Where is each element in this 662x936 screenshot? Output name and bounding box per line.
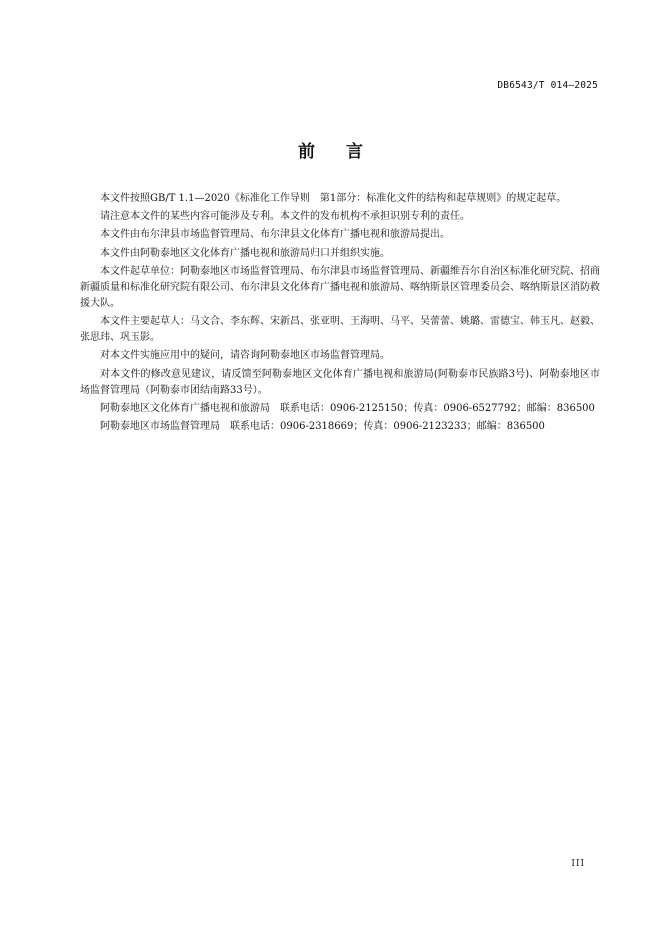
- title-char-2: 言: [346, 142, 364, 162]
- paragraph-contact-market-bureau: 阿勒泰地区市场监督管理局 联系电话：0906-2318669；传真：0906-2123233；邮编：836500: [100, 421, 545, 433]
- paragraph-standard-basis: 本文件按照GB/T 1.1—2020《标准化工作导则 第1部分：标准化文件的结构和起草规则》的规定起草。: [100, 193, 567, 204]
- paragraph-contact-culture-bureau: 阿勒泰地区文化体育广播电视和旅游局 联系电话：0906-2125150；传真：0906-6527792；邮编：836500: [100, 402, 595, 414]
- paragraph-proposer: 本文件由布尔津县市场监督管理局、布尔津县文化体育广播电视和旅游局提出。: [100, 229, 450, 241]
- document-id: DB6543/T 014—2025: [497, 80, 598, 91]
- paragraph-patent-notice: 请注意本文件的某些内容可能涉及专利。本文件的发布机构不承担识别专利的责任。: [100, 211, 470, 223]
- page-number: III: [571, 859, 585, 869]
- paragraph-drafters: 本文件主要起草人：马文合、李东辉、宋新昌、张亚明、王海明、马平、吴蕾蕾、姚璐、雷德宝、韩玉凡、赵毅、张思玮、巩玉影。: [80, 316, 600, 344]
- title-char-1: 前: [298, 142, 316, 162]
- page-title: [0, 137, 662, 162]
- paragraph-feedback: 对本文件的修改意见建议，请反馈至阿勒泰地区文化体育广播电视和旅游局(阿勒泰市民族路3号)、阿勒泰地区市场监督管理局（阿勒泰市团结南路33号）。: [80, 368, 600, 396]
- paragraph-administrator: 本文件由阿勒泰地区文化体育广播电视和旅游局归口并组织实施。: [100, 247, 390, 259]
- paragraph-drafting-units: 本文件起草单位：阿勒泰地区市场监督管理局、布尔津县市场监督管理局、新疆维吾尔自治区标准化研究院、招商新疆质量和标准化研究院有限公司、布尔津县文化体育广播电视和旅游局、喀纳斯景区管理委员会、喀纳斯景区消防救援大队。: [80, 265, 600, 309]
- foreword-body: [80, 191, 600, 437]
- paragraph-inquiries: 对本文件实施应用中的疑问，请咨询阿勒泰地区市场监督管理局。: [100, 350, 390, 362]
